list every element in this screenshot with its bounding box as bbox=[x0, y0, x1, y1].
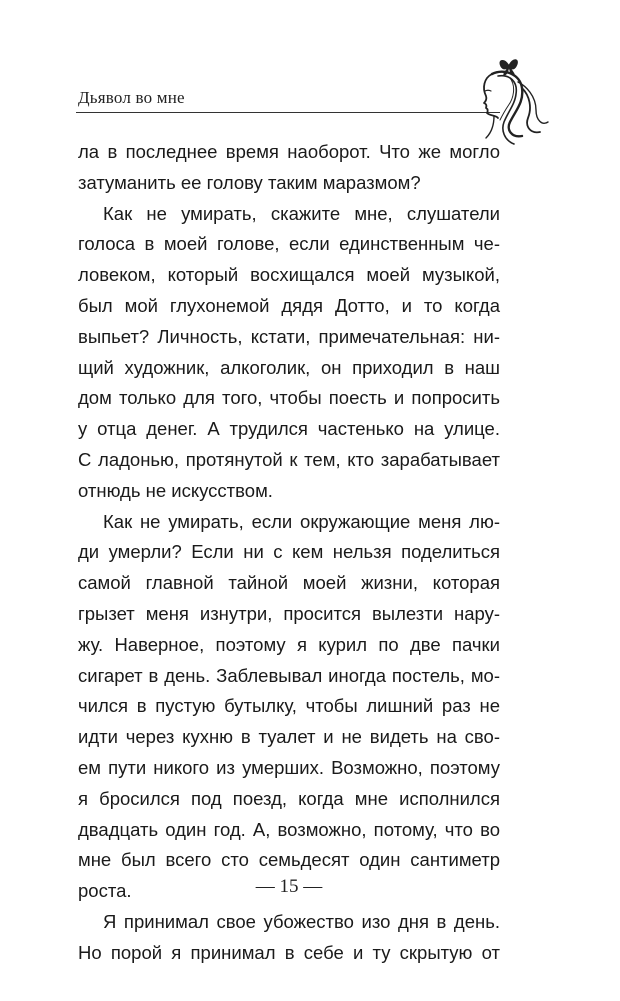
text-line: сигарет в день. Заблевывал иногда постель, мо- bbox=[78, 664, 500, 686]
text-line: мне был всего сто семьдесят один сантиметр bbox=[78, 849, 500, 871]
text-line: у отца денег. А трудился частенько на улице. bbox=[78, 418, 500, 440]
text-line: ди умерли? Если ни с кем нельзя поделиться bbox=[78, 541, 500, 563]
header-rule bbox=[76, 112, 500, 113]
text-line: идти через кухню в туалет и не видеть на сво- bbox=[78, 726, 500, 748]
text-line: затуманить ее голову таким маразмом? bbox=[78, 171, 421, 193]
text-line: двадцать один год. А, возможно, потому, что во bbox=[78, 818, 500, 840]
text-line: роста. bbox=[78, 880, 132, 902]
text-line: ем пути никого из умерших. Возможно, поэтому bbox=[78, 756, 500, 778]
text-line: чился в пустую бутылку, чтобы лишний раз не bbox=[78, 695, 500, 717]
text-line: щий художник, алкоголик, он приходил в наш bbox=[78, 356, 500, 378]
body-text bbox=[78, 137, 500, 969]
text-line: С ладонью, протянутой к тем, кто зарабатывает bbox=[78, 448, 500, 470]
text-line: голоса в моей голове, если единственным че- bbox=[78, 233, 500, 255]
text-line: ловеком, который восхищался моей музыкой, bbox=[78, 264, 500, 286]
text-line: Как не умирать, если окружающие меня лю- bbox=[103, 510, 500, 532]
text-line: отнюдь не искусством. bbox=[78, 479, 273, 501]
text-line: я бросился под поезд, когда мне исполнился bbox=[78, 787, 500, 809]
text-line: выпьет? Личность, кстати, примечательная: ни- bbox=[78, 325, 500, 347]
text-line: грызет меня изнутри, просится вылезти нару- bbox=[78, 602, 500, 624]
running-title: Дьявол во мне bbox=[78, 88, 185, 107]
text-line: дом только для того, чтобы поесть и попросить bbox=[78, 387, 500, 409]
text-line: самой главной тайной моей жизни, которая bbox=[78, 572, 500, 594]
page-number: — 15 — bbox=[255, 876, 323, 897]
text-line: Как не умирать, скажите мне, слушатели bbox=[103, 202, 500, 224]
text-line: Но порой я принимал в себе и ту скрытую от bbox=[78, 941, 500, 963]
text-line: Я принимал свое убожество изо дня в день. bbox=[103, 910, 500, 932]
text-line: жу. Наверное, поэтому я курил по две пачки bbox=[78, 633, 500, 655]
woman-profile-butterfly-icon bbox=[470, 52, 550, 147]
text-line: ла в последнее время наоборот. Что же могло bbox=[78, 141, 500, 162]
text-line: был мой глухонемой дядя Дотто, и то когда bbox=[78, 294, 500, 316]
